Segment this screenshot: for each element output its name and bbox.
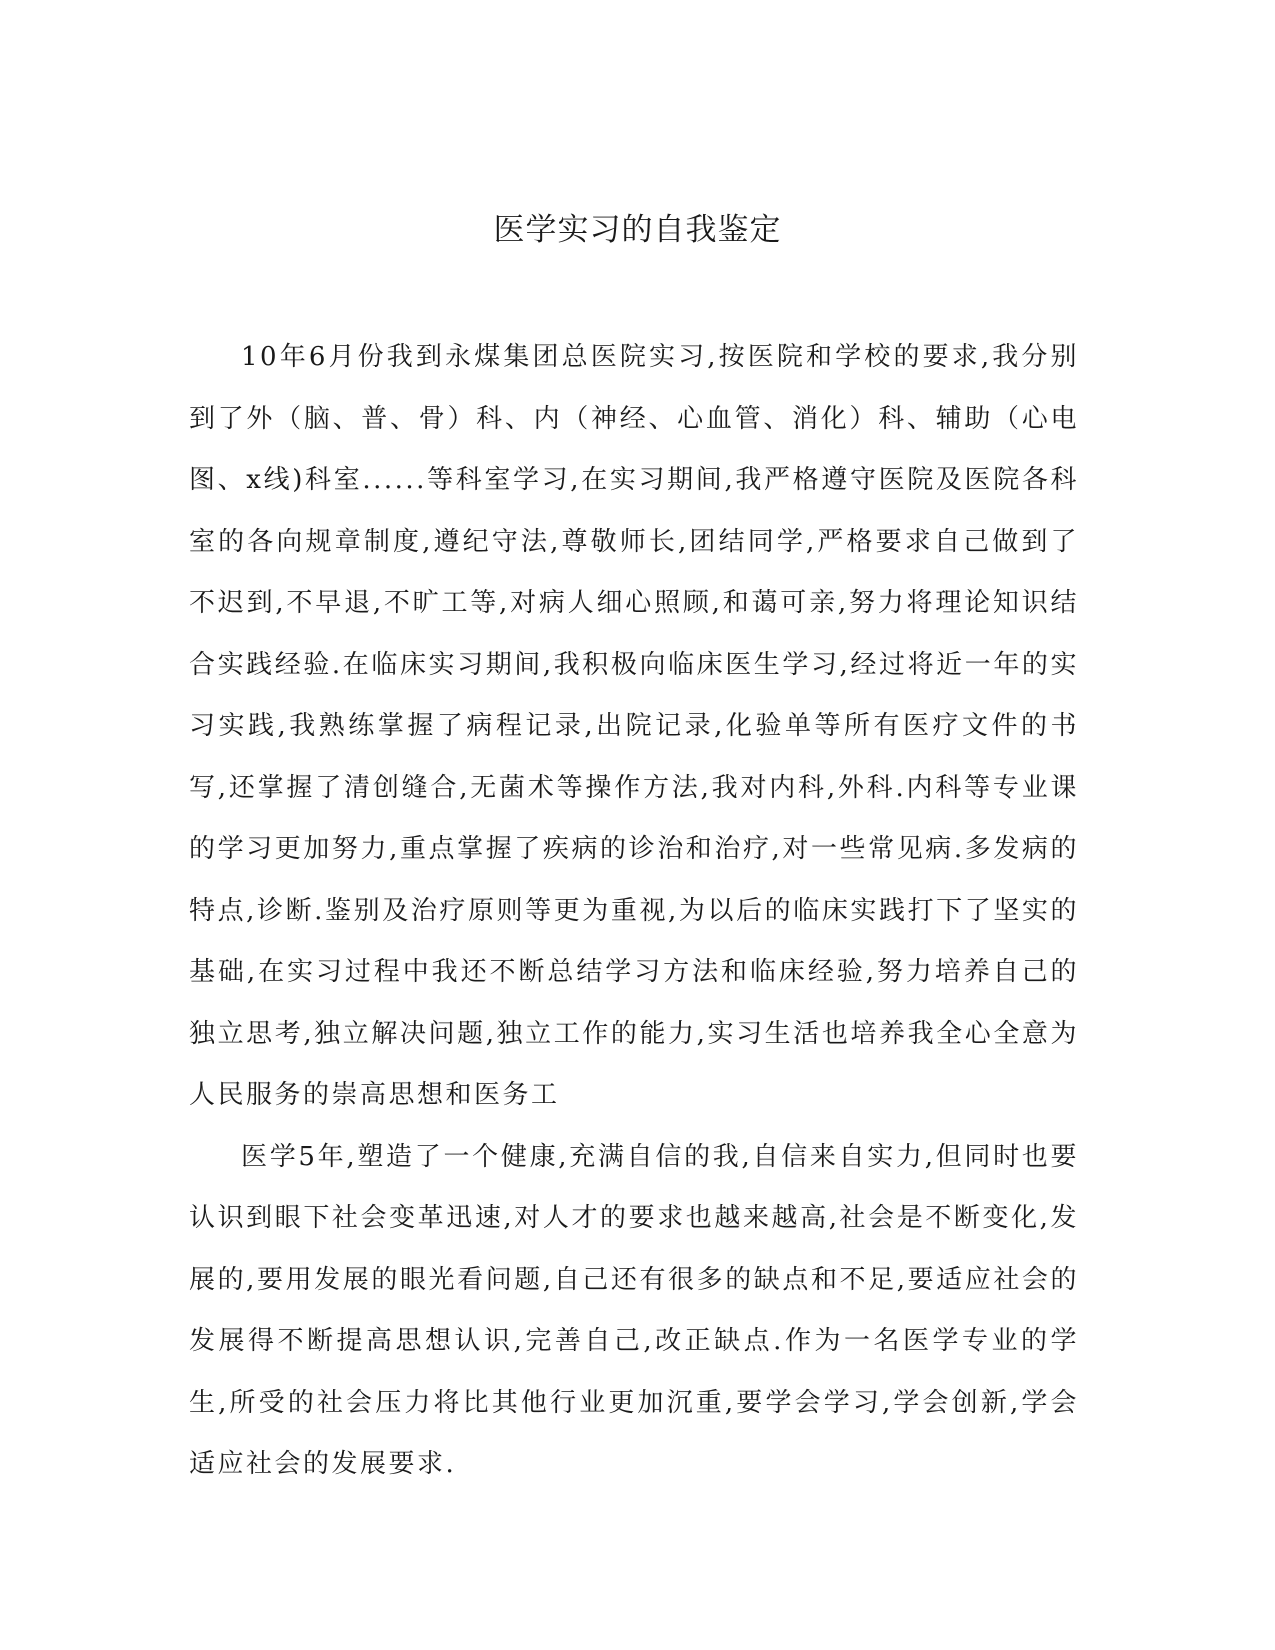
paragraph-internship-summary: 10年6月份我到永煤集团总医院实习,按医院和学校的要求,我分别到了外（脑、普、骨）科、内（神经、心血管、消化）科、辅助（心电图、x线)科室......等科室学习,在实习期间,我严格遵守医院及医院各科室的各向规章制度,遵纪守法,尊敬师长,团结同学,严格要求自己做到了不迟到,不早退,不旷工等,对病人细心照顾,和蔼可亲,努力将理论知识结合实践经验.在临床实习期间,我积极向临床医生学习,经过将近一年的实习实践,我熟练掌握了病程记录,出院记录,化验单等所有医疗文件的书写,还掌握了清创缝合,无菌术等操作方法,我对内科,外科.内科等专业课的学习更加努力,重点掌握了疾病的诊治和治疗,对一些常见病.多发病的特点,诊断.鉴别及治疗原则等更为重视,为以后的临床实践打下了坚实的基础,在实习过程中我还不断总结学习方法和临床经验,努力培养自己的独立思考,独立解决问题,独立工作的能力,实习生活也培养我全心全意为人民服务的崇高思想和医务工	[189, 342, 1079, 1110]
document-title: 医学实习的自我鉴定	[493, 212, 782, 248]
document-body	[189, 327, 1079, 1496]
paragraph-self-reflection: 医学5年,塑造了一个健康,充满自信的我,自信来自实力,但同时也要认识到眼下社会变革迅速,对人才的要求也越来越高,社会是不断变化,发展的,要用发展的眼光看问题,自己还有很多的缺点和不足,要适应社会的发展得不断提高思想认识,完善自己,改正缺点.作为一名医学专业的学生,所受的社会压力将比其他行业更加沉重,要学会学习,学会创新,学会适应社会的发展要求.	[189, 1141, 1079, 1479]
